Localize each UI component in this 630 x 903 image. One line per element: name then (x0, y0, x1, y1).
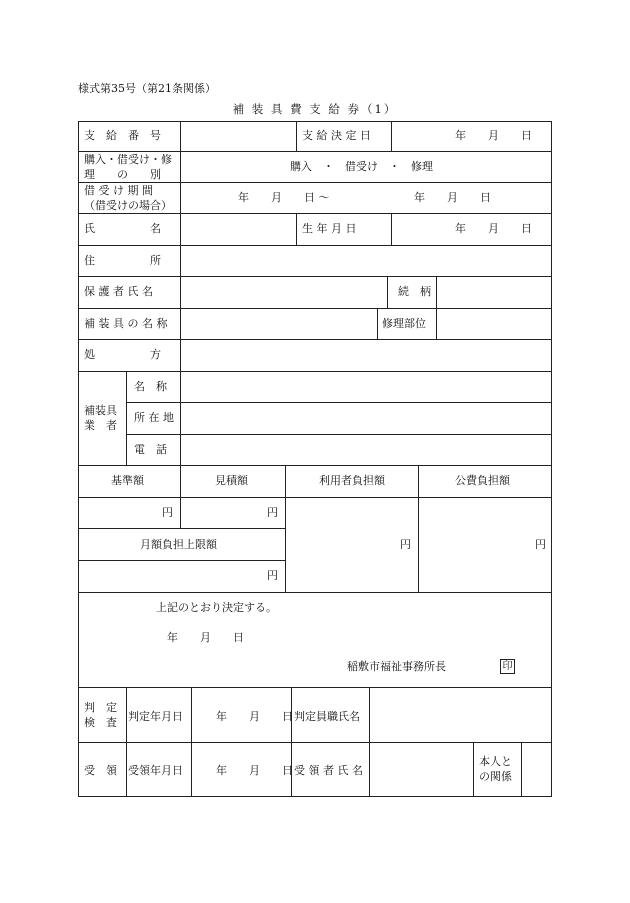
row-line (126, 402, 552, 403)
col-line (418, 465, 419, 592)
recipient-name-label: 受 領 者 氏 名 (294, 764, 363, 777)
guardian-name-label: 保 護 者 氏 名 (84, 285, 153, 298)
form-number: 様式第35号（第21条関係） (78, 82, 216, 95)
col-line (521, 742, 522, 797)
birth-date-label: 生 年 月 日 (302, 222, 357, 235)
receipt-label: 受 領 (84, 764, 117, 777)
col-line (473, 742, 474, 797)
col-line (285, 465, 286, 592)
row-line (78, 276, 552, 277)
rental-period-label: 借 受 け 期 間 （借受けの場合） (84, 184, 172, 212)
name-label: 氏 名 (84, 222, 161, 235)
monthly-cap-label: 月額負担上限額 (140, 538, 217, 551)
col-line (377, 308, 378, 339)
col-line (191, 687, 192, 797)
monthly-cap-yen: 円 (267, 569, 278, 582)
col-line (391, 213, 392, 245)
decision-date-label: 支 給 決 定 日 (302, 129, 371, 142)
estimate-label: 見積額 (215, 474, 248, 487)
col-line (369, 687, 370, 797)
period-to: 年 月 日 (414, 191, 491, 204)
row-line (78, 308, 552, 309)
row-line (78, 339, 552, 340)
decision-date-value: 年 月 日 (455, 129, 532, 142)
birth-date-value: 年 月 日 (455, 222, 532, 235)
row-line (78, 560, 285, 561)
col-line (296, 213, 297, 245)
prescription-label: 処 方 (84, 348, 161, 361)
vendor-address-label: 所 在 地 (134, 411, 174, 424)
base-amount-yen: 円 (162, 506, 173, 519)
estimate-yen: 円 (267, 506, 278, 519)
row-line (78, 213, 552, 214)
judgment-officer-label: 判定員職氏名 (294, 710, 360, 723)
public-burden-label: 公費負担額 (455, 474, 510, 487)
col-line (436, 276, 437, 339)
col-line (126, 687, 127, 797)
col-line (180, 465, 181, 528)
row-line (78, 371, 552, 372)
row-line (78, 528, 285, 529)
col-line (126, 371, 127, 465)
public-burden-yen: 円 (535, 538, 546, 551)
judgment-date-label: 判定年月日 (128, 710, 183, 723)
judgment-label: 判 定 検 査 (84, 701, 117, 729)
decision-statement: 上記のとおり決定する。 (156, 601, 277, 614)
device-name-label: 補 装 具 の 名 称 (84, 317, 168, 330)
receipt-date-label: 受領年月日 (128, 764, 183, 777)
row-line (78, 465, 552, 466)
col-line (291, 687, 292, 797)
judgment-date: 年 月 日 (216, 710, 293, 723)
user-burden-label: 利用者負担額 (319, 474, 385, 487)
row-line (78, 742, 552, 743)
office-name: 稲敷市福祉事務所長 (347, 660, 446, 673)
base-amount-label: 基準額 (111, 474, 144, 487)
row-line (78, 497, 552, 498)
vendor-group-label: 補装具 業 者 (84, 404, 117, 432)
vendor-name-label: 名 称 (134, 380, 167, 393)
row-line (78, 687, 552, 688)
col-line (296, 121, 297, 152)
period-from: 年 月 日 ～ (238, 191, 330, 204)
decision-date: 年 月 日 (167, 631, 244, 644)
form-title: 補 装 具 費 支 給 券（1） (232, 102, 398, 116)
col-line (391, 121, 392, 152)
relationship-label: 続 柄 (398, 285, 431, 298)
repair-part-label: 修理部位 (382, 317, 426, 330)
address-label: 住 所 (84, 254, 161, 267)
row-line (78, 592, 552, 593)
payment-number-label: 支 給 番 号 (84, 129, 161, 142)
row-line (78, 245, 552, 246)
seal-icon: 印 (500, 659, 515, 674)
row-line (126, 434, 552, 435)
col-line (180, 121, 181, 465)
col-line (387, 276, 388, 308)
purchase-type-label: 購入・借受け・修 理 の 別 (84, 153, 172, 181)
relation-to-person-label: 本人と の関係 (479, 755, 512, 783)
vendor-phone-label: 電 話 (134, 443, 167, 456)
user-burden-yen: 円 (400, 538, 411, 551)
receipt-date: 年 月 日 (216, 764, 293, 777)
purchase-options: 購入 ・ 借受け ・ 修理 (290, 160, 433, 173)
